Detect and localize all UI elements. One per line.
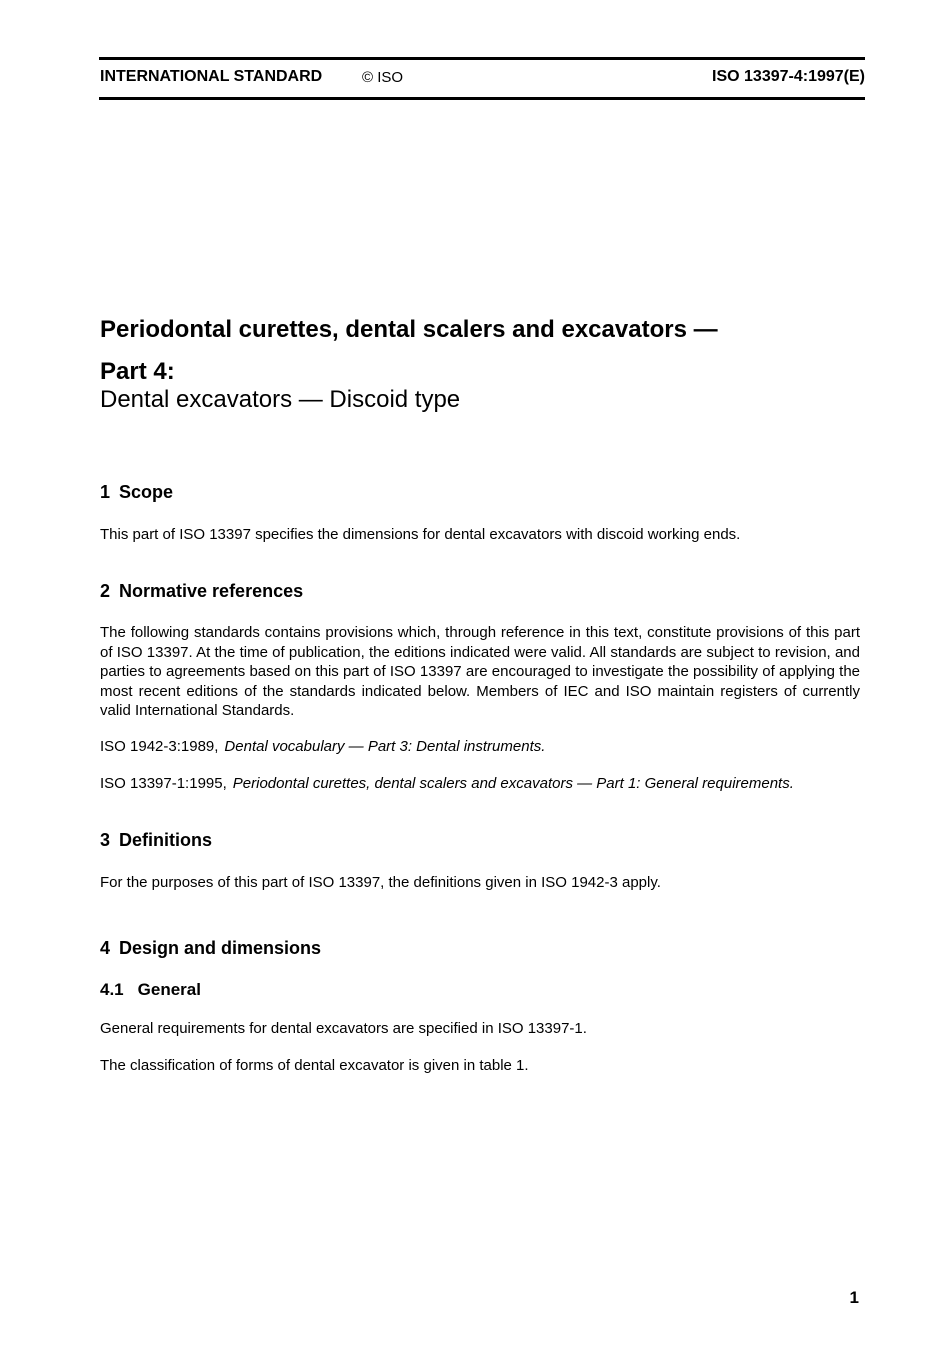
document-subtitle: Dental excavators — Discoid type bbox=[100, 386, 461, 413]
scope-paragraph: This part of ISO 13397 specifies the dimensions for dental excavators with discoid working ends. bbox=[100, 526, 741, 543]
reference-id: ISO 1942-3:1989, bbox=[100, 738, 219, 755]
section-number: 3 bbox=[100, 830, 111, 850]
normative-references-paragraph: The following standards contains provisions which, through reference in this text, constitute provisions of this part of ISO 13397. At the time of publication, the editions indicated were valid. All standards are subject to revision, and parties to agreements based on this part of ISO 13397 are encouraged to investigate the possibility of applying the most recent editions of the standards indicated below. Members of IEC and ISO maintain registers of currently valid International Standards. bbox=[100, 624, 860, 719]
subsection-4-1-heading bbox=[100, 980, 201, 1000]
reference-title: Dental vocabulary — Part 3: Dental instruments. bbox=[224, 738, 546, 755]
page-header bbox=[100, 68, 865, 90]
reference-title: Periodontal curettes, dental scalers and excavators — Part 1: General requirements. bbox=[232, 775, 794, 792]
subsection-number: 4.1 bbox=[100, 980, 124, 999]
general-paragraph-2: The classification of forms of dental excavator is given in table 1. bbox=[100, 1057, 529, 1074]
subsection-title: General bbox=[137, 980, 201, 999]
definitions-paragraph: For the purposes of this part of ISO 13397, the definitions given in ISO 1942-3 apply. bbox=[100, 874, 661, 891]
section-title: Definitions bbox=[119, 830, 213, 850]
header-copyright: © ISO bbox=[362, 69, 404, 86]
header-doc-type: INTERNATIONAL STANDARD bbox=[100, 68, 323, 85]
reference-item bbox=[100, 737, 860, 757]
section-number: 2 bbox=[100, 581, 111, 601]
header-top-rule bbox=[99, 57, 865, 60]
section-3-heading bbox=[100, 830, 212, 851]
section-1-heading bbox=[100, 482, 173, 503]
document-title: Periodontal curettes, dental scalers and excavators — bbox=[100, 316, 718, 343]
section-title: Design and dimensions bbox=[119, 938, 322, 958]
section-number: 1 bbox=[100, 482, 111, 502]
section-number: 4 bbox=[100, 938, 111, 958]
general-paragraph-1: General requirements for dental excavators are specified in ISO 13397-1. bbox=[100, 1020, 587, 1037]
reference-id: ISO 13397-1:1995, bbox=[100, 775, 227, 792]
header-doc-id: ISO 13397-4:1997(E) bbox=[712, 68, 865, 85]
document-part: Part 4: bbox=[100, 358, 175, 385]
section-title: Scope bbox=[119, 482, 174, 502]
page-number: 1 bbox=[849, 1288, 859, 1307]
section-2-heading bbox=[100, 581, 303, 602]
reference-item bbox=[100, 774, 860, 794]
header-bottom-rule bbox=[99, 97, 865, 100]
section-title: Normative references bbox=[119, 581, 304, 601]
section-4-heading bbox=[100, 938, 321, 959]
